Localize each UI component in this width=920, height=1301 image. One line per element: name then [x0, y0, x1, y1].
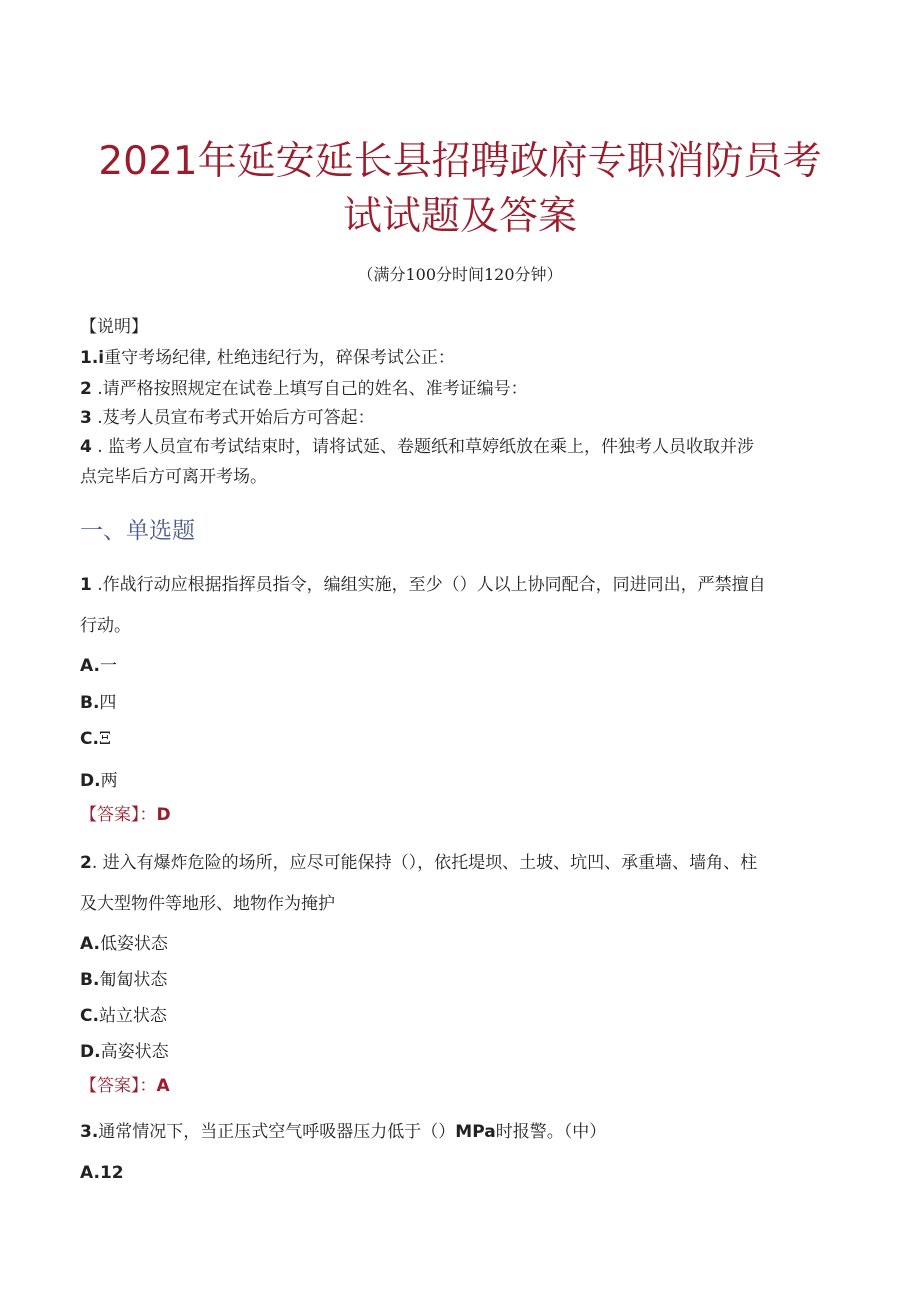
option-text: 四: [99, 693, 117, 713]
option-text: 一: [99, 656, 117, 676]
option-text: 站立状态: [98, 1006, 167, 1026]
option-b: [80, 688, 116, 713]
option-text: 高姿状态: [100, 1042, 169, 1062]
option-text: 12: [99, 1163, 124, 1183]
page-title-line-2: 试试题及答案: [342, 194, 577, 239]
note-number: 2: [80, 379, 92, 399]
question-2-text: [80, 848, 757, 873]
question-1-text: [80, 570, 766, 595]
option-label: B.: [80, 693, 100, 713]
note-text: 点完毕后方可离开考场。: [80, 467, 267, 487]
exam-info: （满分100分时间120分钟）: [357, 265, 563, 284]
option-c: [80, 1001, 167, 1026]
question-text: . 进入有爆炸危险的场所，应尽可能保持（），依托堤坝、土坡、坑凹、承重墙、墙角、柱: [91, 853, 758, 873]
section-title: 一、单选题: [80, 518, 195, 544]
option-a: [80, 651, 117, 676]
answer-value: D: [156, 805, 171, 825]
option-label: A.: [80, 656, 100, 676]
note-item: [80, 374, 528, 399]
question-number: 2: [80, 853, 92, 873]
note-item: [80, 343, 455, 368]
option-text: 低姿状态: [99, 934, 168, 954]
unit-label: MPa: [455, 1122, 496, 1142]
option-b: [80, 965, 167, 990]
option-a: [80, 929, 168, 954]
question-2-text-continued: 及大型物件等地形、地物作为掩护: [80, 894, 335, 914]
note-text: .请严格按照规定在试卷上填写自己的姓名、准考证编号：: [91, 379, 528, 399]
question-3-text: [80, 1117, 606, 1142]
note-text: .芨考人员宣布考式开始后方可答起：: [91, 408, 375, 428]
question-text: 通常情况下，当正压式空气呼吸器压力低于（）: [98, 1122, 456, 1142]
option-label: C.: [80, 729, 99, 749]
note-number: 4: [80, 437, 92, 457]
option-text: 匍匐状态: [99, 970, 168, 990]
notes-header: 【说明】: [80, 317, 148, 337]
option-label: A.: [80, 1163, 100, 1183]
note-number: 3: [80, 408, 92, 428]
question-number: 3.: [80, 1122, 99, 1142]
question-1-text-continued: 行动。: [80, 616, 131, 636]
note-item: [80, 432, 754, 457]
option-text: Ξ: [98, 729, 111, 749]
question-text-end: 时报警。（中）: [495, 1122, 607, 1142]
note-item: [80, 403, 375, 428]
answer-1: [80, 800, 171, 825]
option-label: C.: [80, 1006, 99, 1026]
option-c: [80, 729, 111, 749]
note-number: 1.i: [80, 348, 105, 368]
answer-value: A: [156, 1076, 170, 1096]
note-item-continued: [80, 462, 267, 487]
option-d: [80, 766, 118, 791]
note-text: 重守考场纪律, 杜绝违纪行为，碎保考试公正：: [104, 348, 455, 368]
option-label: A.: [80, 934, 100, 954]
option-label: B.: [80, 970, 100, 990]
option-label: D.: [80, 1042, 101, 1062]
option-d: [80, 1037, 169, 1062]
question-text: .作战行动应根据指挥员指令，编组实施，至少（）人以上协同配合，同进同出，严禁擅自: [91, 575, 766, 595]
option-text: 两: [100, 771, 118, 791]
answer-2: [80, 1071, 170, 1096]
question-number: 1: [80, 575, 92, 595]
option-a: [80, 1163, 124, 1183]
page-title-line-1: 2021年延安延长县招聘政府专职消防员考: [98, 139, 822, 184]
answer-label: 【答案】：: [80, 805, 157, 825]
answer-label: 【答案】：: [80, 1076, 157, 1096]
option-label: D.: [80, 771, 101, 791]
note-text: . 监考人员宣布考试结束时，请将试延、卷题纸和草婷纸放在乘上，件独考人员收取并涉: [91, 437, 755, 457]
